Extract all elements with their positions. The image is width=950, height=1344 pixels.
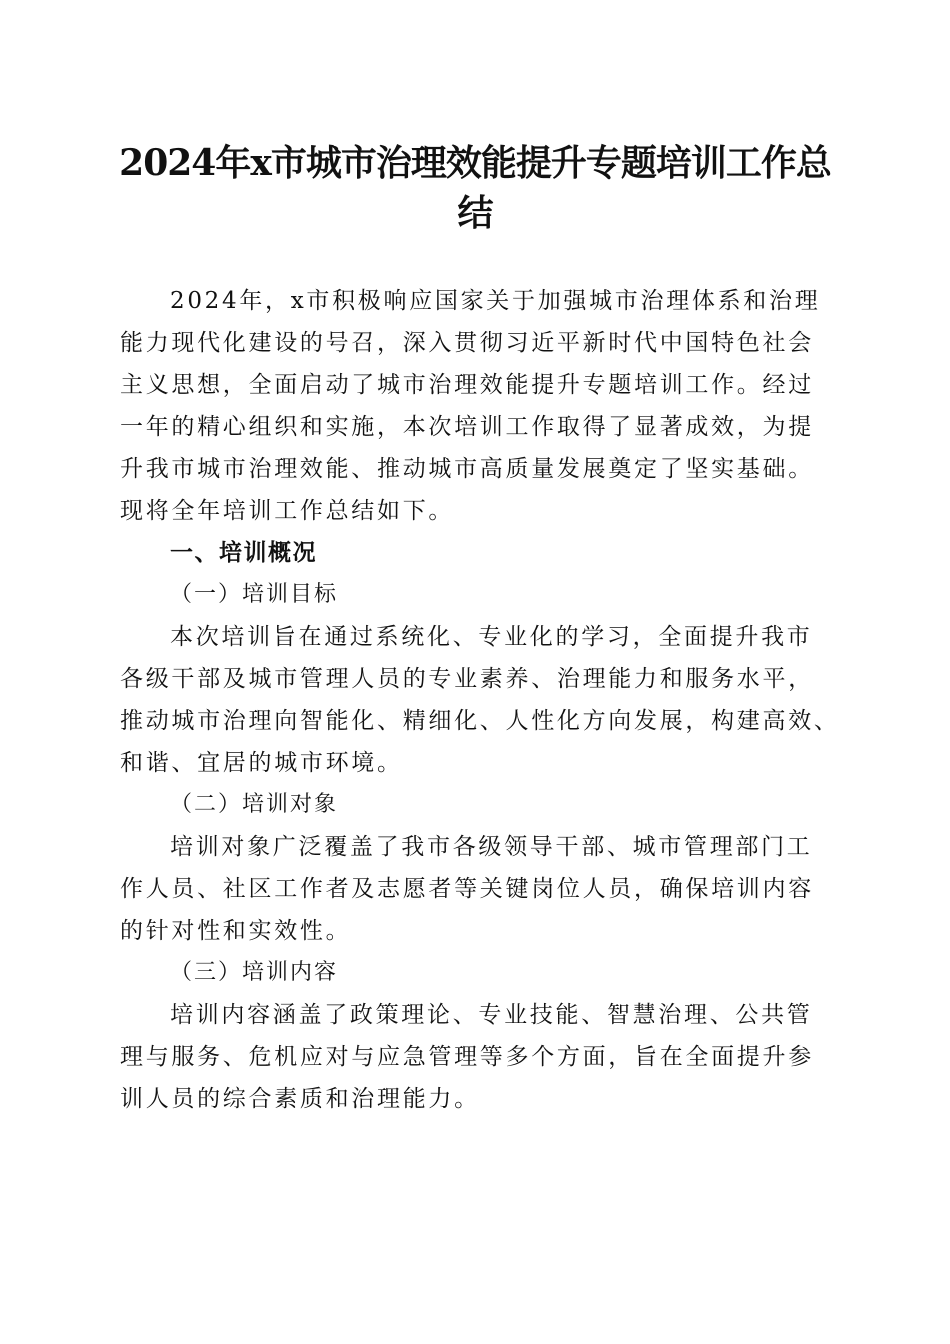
- subsection-heading-audience: （二）培训对象: [170, 792, 339, 817]
- section-heading-overview: 一、培训概况: [170, 540, 317, 566]
- content-paragraph: [120, 994, 840, 1120]
- document-body: [120, 280, 840, 1120]
- content-line: 理与服务、危机应对与应急管理等多个方面，旨在全面提升参: [120, 1044, 814, 1070]
- intro-line: 2024年，x市积极响应国家关于加强城市治理体系和治理: [170, 288, 821, 314]
- audience-paragraph: [120, 826, 840, 952]
- title-line-2: 结: [457, 192, 493, 234]
- subsection-heading-content: （三）培训内容: [170, 960, 339, 985]
- intro-line: 能力现代化建设的号召，深入贯彻习近平新时代中国特色社会: [120, 330, 814, 356]
- goal-line: 推动城市治理向智能化、精细化、人性化方向发展，构建高效、: [120, 708, 840, 734]
- goal-line: 本次培训旨在通过系统化、专业化的学习，全面提升我市: [170, 624, 813, 650]
- goal-paragraph: [120, 616, 840, 784]
- intro-line: 一年的精心组织和实施，本次培训工作取得了显著成效，为提: [120, 414, 814, 440]
- audience-line: 的针对性和实效性。: [120, 918, 352, 944]
- audience-line: 培训对象广泛覆盖了我市各级领导干部、城市管理部门工: [170, 834, 813, 860]
- intro-line: 升我市城市治理效能、推动城市高质量发展奠定了坚实基础。: [120, 456, 814, 482]
- goal-line: 各级干部及城市管理人员的专业素养、治理能力和服务水平，: [120, 666, 814, 692]
- intro-paragraph: [120, 280, 840, 532]
- goal-line: 和谐、宜居的城市环境。: [120, 750, 403, 776]
- subsection-heading-goal: （一）培训目标: [170, 582, 339, 607]
- intro-line: 主义思想，全面启动了城市治理效能提升专题培训工作。经过: [120, 372, 814, 398]
- document-title: [100, 138, 850, 238]
- content-line: 训人员的综合素质和治理能力。: [120, 1086, 480, 1112]
- title-line-1: 2024年x市城市治理效能提升专题培训工作总: [119, 142, 831, 184]
- intro-line: 现将全年培训工作总结如下。: [120, 498, 455, 524]
- content-line: 培训内容涵盖了政策理论、专业技能、智慧治理、公共管: [170, 1002, 813, 1028]
- audience-line: 作人员、社区工作者及志愿者等关键岗位人员，确保培训内容: [120, 876, 814, 902]
